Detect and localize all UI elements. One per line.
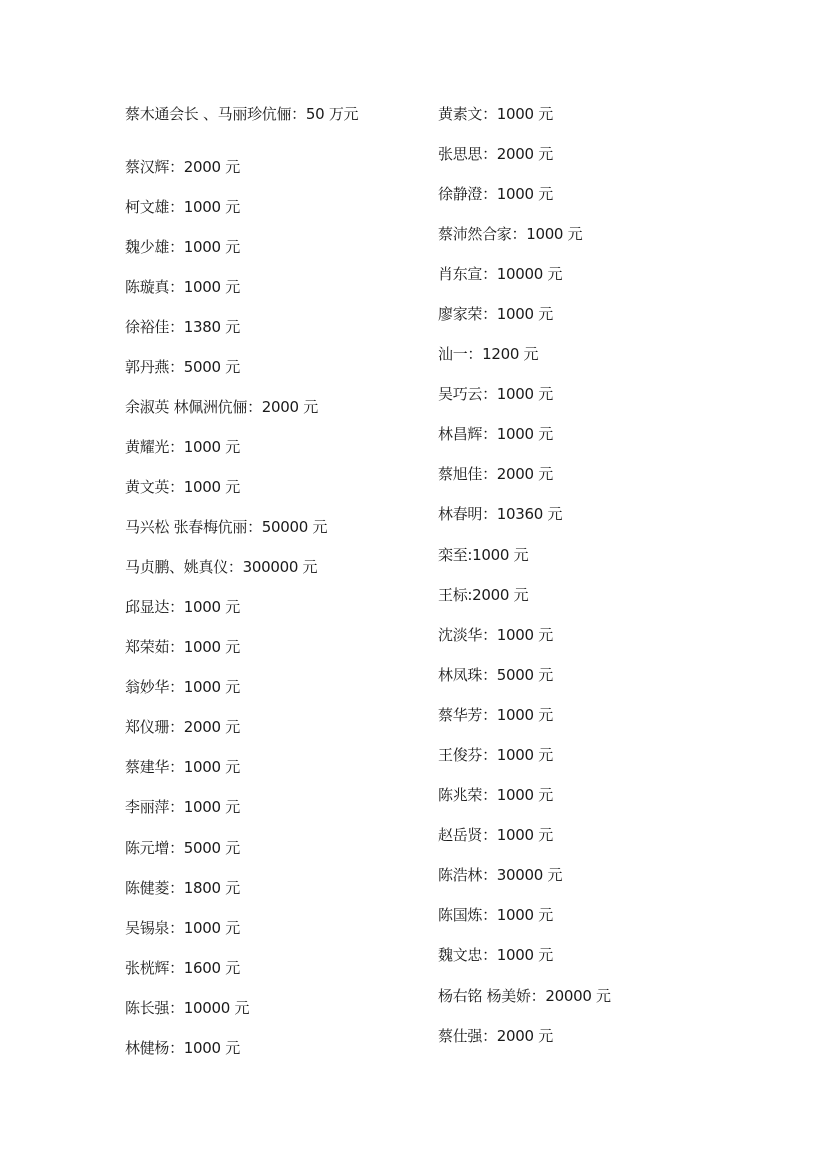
donor-entry: 蔡旭佳：2000 元 bbox=[438, 465, 553, 483]
donor-entry: 张思思：2000 元 bbox=[438, 145, 553, 163]
donor-entry: 徐裕佳：1380 元 bbox=[125, 318, 240, 336]
donor-entry: 陈长强：10000 元 bbox=[125, 999, 250, 1017]
donor-entry: 郑荣茹：1000 元 bbox=[125, 638, 240, 656]
donor-entry: 黄文英：1000 元 bbox=[125, 478, 240, 496]
donor-entry: 陈健菱：1800 元 bbox=[125, 879, 240, 897]
donor-entry: 王俊芬：1000 元 bbox=[438, 746, 553, 764]
donor-entry: 林健杨：1000 元 bbox=[125, 1039, 240, 1057]
donor-entry: 邱显达：1000 元 bbox=[125, 598, 240, 616]
donor-entry: 余淑英 林佩洲伉俪：2000 元 bbox=[125, 398, 318, 416]
donor-entry: 陈浩林：30000 元 bbox=[438, 866, 563, 884]
donor-entry: 陈元增：5000 元 bbox=[125, 839, 240, 857]
donor-entry: 肖东宣：10000 元 bbox=[438, 265, 563, 283]
donor-entry: 蔡汉辉：2000 元 bbox=[125, 158, 240, 176]
donor-entry: 蔡建华：1000 元 bbox=[125, 758, 240, 776]
donor-entry: 黄素文：1000 元 bbox=[438, 105, 553, 123]
donor-entry: 蔡仕强：2000 元 bbox=[438, 1027, 553, 1045]
donor-entry: 柯文雄：1000 元 bbox=[125, 198, 240, 216]
donor-entry: 沈淡华：1000 元 bbox=[438, 626, 553, 644]
donor-entry: 廖家荣：1000 元 bbox=[438, 305, 553, 323]
donor-entry: 黄耀光：1000 元 bbox=[125, 438, 240, 456]
donor-entry: 陈兆荣：1000 元 bbox=[438, 786, 553, 804]
donor-entry: 林昌辉：1000 元 bbox=[438, 425, 553, 443]
donor-entry: 栾至:1000 元 bbox=[438, 546, 529, 564]
donor-entry: 张桄辉：1600 元 bbox=[125, 959, 240, 977]
donor-entry: 吴巧云：1000 元 bbox=[438, 385, 553, 403]
donor-entry: 郭丹燕：5000 元 bbox=[125, 358, 240, 376]
donor-entry: 吴锡泉：1000 元 bbox=[125, 919, 240, 937]
donor-entry: 马兴松 张春梅伉丽：50000 元 bbox=[125, 518, 328, 536]
donor-entry: 魏文忠：1000 元 bbox=[438, 946, 553, 964]
donor-entry: 陈璇真：1000 元 bbox=[125, 278, 240, 296]
donor-entry: 汕一：1200 元 bbox=[438, 345, 539, 363]
donor-entry: 赵岳贤：1000 元 bbox=[438, 826, 553, 844]
donor-entry: 陈国炼：1000 元 bbox=[438, 906, 553, 924]
donor-entry: 蔡沛然合家：1000 元 bbox=[438, 225, 583, 243]
donor-entry: 翁妙华：1000 元 bbox=[125, 678, 240, 696]
donor-entry: 徐静澄：1000 元 bbox=[438, 185, 553, 203]
donor-entry: 魏少雄：1000 元 bbox=[125, 238, 240, 256]
donor-entry: 蔡华芳：1000 元 bbox=[438, 706, 553, 724]
donor-entry: 郑仪珊：2000 元 bbox=[125, 718, 240, 736]
donor-entry: 马贞鹏、姚真仪：300000 元 bbox=[125, 558, 318, 576]
donor-entry: 林凤珠：5000 元 bbox=[438, 666, 553, 684]
donor-entry: 杨右铭 杨美娇：20000 元 bbox=[438, 987, 611, 1005]
donor-entry: 林春明：10360 元 bbox=[438, 505, 563, 523]
donor-entry: 蔡木通会长 、马丽珍伉俪：50 万元 bbox=[125, 105, 359, 123]
donor-entry: 王标:2000 元 bbox=[438, 586, 529, 604]
donor-entry: 李丽萍：1000 元 bbox=[125, 798, 240, 816]
